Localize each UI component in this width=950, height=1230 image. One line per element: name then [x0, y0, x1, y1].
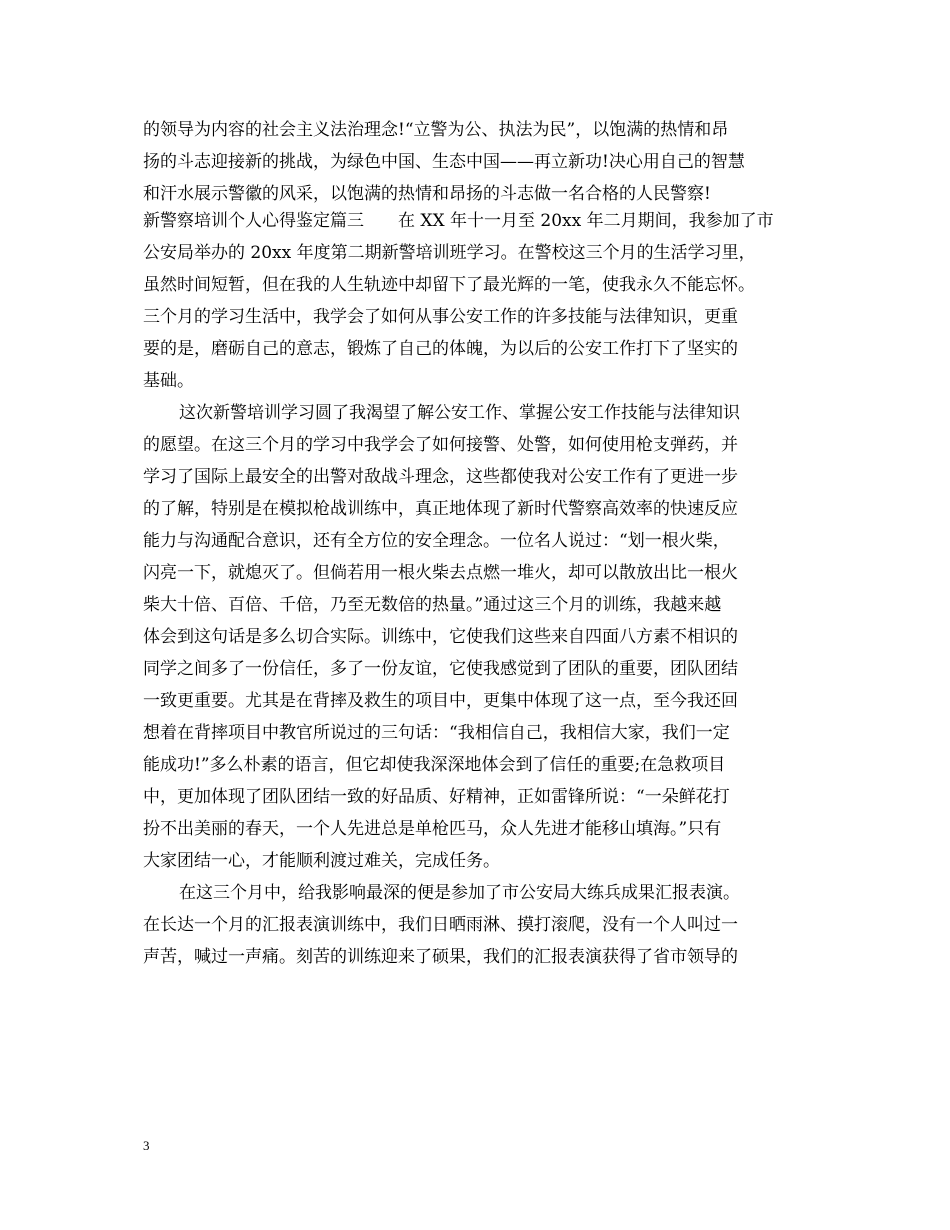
text-line: 能力与沟通配合意识，还有全方位的安全理念。一位名人说过：“划一根火柴，	[143, 531, 730, 551]
section-heading-line: 新警察培训个人心得鉴定篇三 在 XX 年十一月至 20xx 年二月期间，我参加了市	[143, 211, 774, 231]
text-line: 声苦，喊过一声痛。刻苦的训练迎来了硕果，我们的汇报表演获得了省市领导的	[143, 947, 738, 967]
text-line: 的领导为内容的社会主义法治理念!“立警为公、执法为民”，以饱满的热情和昂	[143, 120, 729, 140]
text-line: 体会到这句话是多么切合实际。训练中，它使我们这些来自四面八方素不相识的	[143, 627, 738, 647]
text-line: 能成功!”多么朴素的语言，但它却使我深深地体会到了信任的重要;在急救项目	[143, 755, 726, 775]
text-line: 和汗水展示警徽的风采，以饱满的热情和昂扬的斗志做一名合格的人民警察!	[143, 184, 711, 204]
text-line: 大家团结一心，才能顺利渡过难关，完成任务。	[143, 851, 500, 871]
text-line: 虽然时间短暂，但在我的人生轨迹中却留下了最光辉的一笔，使我永久不能忘怀。	[143, 275, 755, 295]
text-line: 一致更重要。尤其是在背摔及救生的项目中，更集中体现了这一点，至今我还回	[143, 691, 738, 711]
paragraph-first-line: 这次新警培训学习圆了我渴望了解公安工作、掌握公安工作技能与法律知识	[179, 403, 740, 423]
text-line: 中，更加体现了团队团结一致的好品质、好精神，正如雷锋所说：“一朵鲜花打	[143, 787, 730, 807]
text-line: 学习了国际上最安全的出警对敌战斗理念，这些都使我对公安工作有了更进一步	[143, 467, 738, 487]
text-line: 公安局举办的 20xx 年度第二期新警培训班学习。在警校这三个月的生活学习里，	[143, 243, 756, 263]
text-line: 在长达一个月的汇报表演训练中，我们日晒雨淋、摸打滚爬，没有一个人叫过一	[143, 915, 738, 935]
text-line: 基础。	[143, 371, 194, 391]
text-line: 扮不出美丽的春天，一个人先进总是单枪匹马，众人先进才能移山填海。”只有	[143, 819, 722, 839]
text-line: 的愿望。在这三个月的学习中我学会了如何接警、处警，如何使用枪支弹药，并	[143, 435, 738, 455]
text-line: 三个月的学习生活中，我学会了如何从事公安工作的许多技能与法律知识，更重	[143, 307, 738, 327]
text-line: 同学之间多了一份信任，多了一份友谊，它使我感觉到了团队的重要，团队团结	[143, 659, 738, 679]
paragraph-first-line: 在这三个月中，给我影响最深的便是参加了市公安局大练兵成果汇报表演。	[179, 883, 740, 903]
text-line: 闪亮一下，就熄灭了。但倘若用一根火柴去点燃一堆火，却可以散放出比一根火	[143, 563, 738, 583]
page-number: 3	[143, 1138, 150, 1153]
document-body	[143, 114, 833, 973]
text-line: 的了解，特别是在模拟枪战训练中，真正地体现了新时代警察高效率的快速反应	[143, 499, 738, 519]
text-line: 要的是，磨砺自己的意志，锻炼了自己的体魄，为以后的公安工作打下了坚实的	[143, 339, 738, 359]
text-line: 扬的斗志迎接新的挑战，为绿色中国、生态中国——再立新功!决心用自己的智慧	[143, 152, 745, 172]
text-line: 柴大十倍、百倍、千倍，乃至无数倍的热量。”通过这三个月的训练，我越来越	[143, 595, 722, 615]
text-line: 想着在背摔项目中教官所说过的三句话：“我相信自己，我相信大家，我们一定	[143, 723, 730, 743]
